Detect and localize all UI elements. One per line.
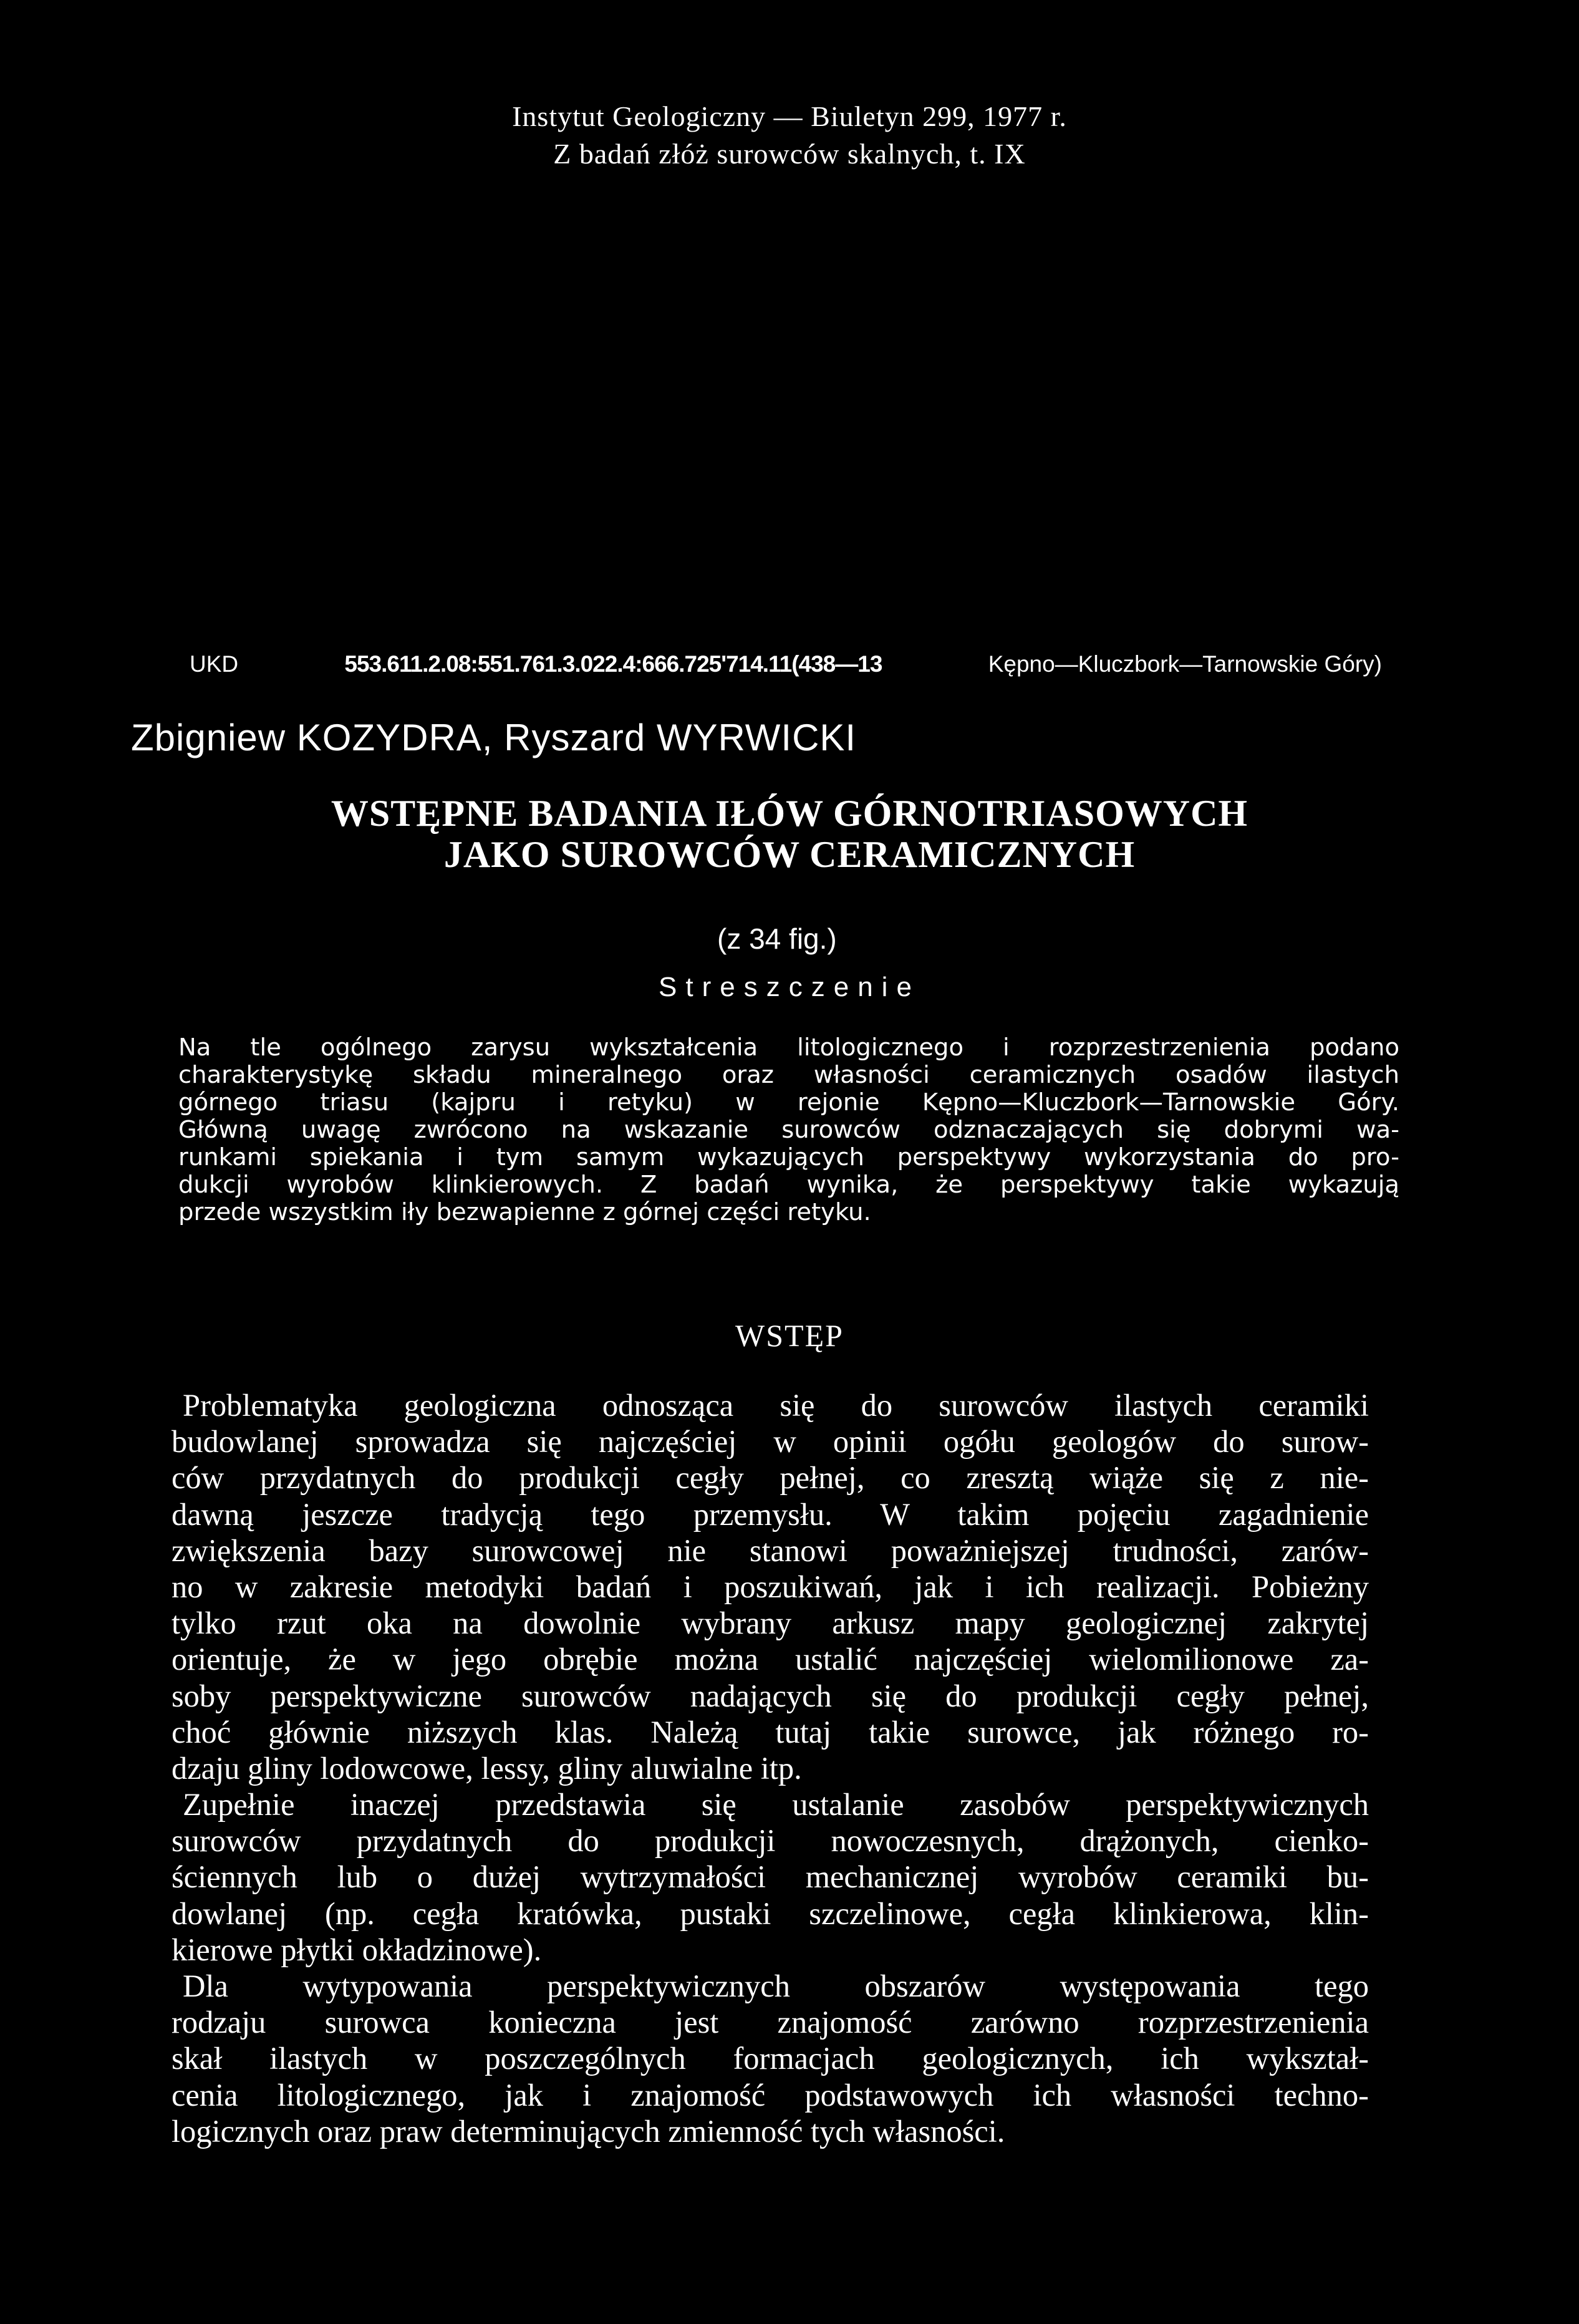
body-line: rodzaju surowca konieczna jest znajomość zarówno rozprzestrzenienia xyxy=(171,2005,1369,2040)
body-line: Zupełnie inaczej przedstawia się ustalanie zasobów perspektywicznych xyxy=(183,1787,1369,1823)
abstract-heading: Streszczenie xyxy=(659,972,920,1002)
udc-classification xyxy=(190,651,1382,677)
body-line: budowlanej sprowadza się najczęściej w opinii ogółu geologów do surow- xyxy=(171,1424,1369,1460)
article-title-line2: JAKO SUROWCÓW CERAMICZNYCH xyxy=(443,834,1136,875)
body-line: choć głównie niższych klas. Należą tutaj takie surowce, jak różnego ro- xyxy=(171,1714,1369,1750)
udc-region: Kępno—Kluczbork—Tarnowskie Góry) xyxy=(988,651,1382,677)
authors: Zbigniew KOZYDRA, Ryszard WYRWICKI xyxy=(131,717,857,758)
body-line: logicznych oraz praw determinujących zmienność tych własności. xyxy=(171,2113,1005,2149)
body-line: dowlanej (np. cegła kratówka, pustaki szczelinowe, cegła klinkierowa, klin- xyxy=(171,1896,1369,1931)
body-line: ściennych lub o dużej wytrzymałości mechanicznej wyrobów ceramiki bu- xyxy=(171,1859,1369,1895)
abstract-line: górnego triasu (kajpru i retyku) w rejonie Kępno—Kluczbork—Tarnowskie Góry. xyxy=(178,1088,1399,1116)
body-line: kierowe płytki okładzinowe). xyxy=(171,1932,542,1967)
body-line: Problematyka geologiczna odnosząca się do surowców ilastych ceramiki xyxy=(183,1388,1369,1423)
udc-label: UKD xyxy=(190,651,239,677)
figures-note: (z 34 fig.) xyxy=(717,922,837,955)
body-line: surowców przydatnych do produkcji nowoczesnych, drążonych, cienko- xyxy=(171,1823,1369,1859)
abstract-line: Na tle ogólnego zarysu wykształcenia litologicznego i rozprzestrzenienia podano xyxy=(178,1034,1399,1062)
journal-header-line1: Instytut Geologiczny — Biuletyn 299, 1977 r. xyxy=(512,100,1067,132)
body-line: soby perspektywiczne surowców nadających się do produkcji cegły pełnej, xyxy=(171,1678,1369,1713)
body-line: skał ilastych w poszczególnych formacjach geologicznych, ich wykształ- xyxy=(171,2041,1369,2076)
abstract-line: przede wszystkim iły bezwapienne z górnej części retyku. xyxy=(178,1198,871,1226)
abstract-line: runkami spiekania i tym samym wykazujących perspektywy wykorzystania do pro- xyxy=(178,1143,1399,1171)
body-text xyxy=(171,1387,1369,2149)
udc-code: 553.611.2.08:551.761.3.022.4:666.725'714.11(438—13 xyxy=(344,651,882,677)
body-line: cenia litologicznego, jak i znajomość podstawowych ich własności techno- xyxy=(171,2077,1369,2113)
body-line: Dla wytypowania perspektywicznych obszarów występowania tego xyxy=(183,1968,1369,2003)
body-line: dzaju gliny lodowcowe, lessy, gliny aluwialne itp. xyxy=(171,1750,802,1786)
abstract-line: Główną uwagę zwrócono na wskazanie surowców odznaczających się dobrymi wa- xyxy=(178,1116,1399,1144)
abstract-line: dukcji wyrobów klinkierowych. Z badań wynika, że perspektywy takie wykazują xyxy=(178,1171,1399,1199)
article-title-line1: WSTĘPNE BADANIA IŁÓW GÓRNOTRIASOWYCH xyxy=(331,793,1248,834)
body-line: zwiększenia bazy surowcowej nie stanowi poważniejszej trudności, zarów- xyxy=(171,1532,1369,1568)
abstract-text xyxy=(178,1034,1399,1226)
body-line: orientuje, że w jego obrębie można ustalić najczęściej wielomilionowe za- xyxy=(171,1642,1369,1677)
body-line: ców przydatnych do produkcji cegły pełnej, co zresztą wiąże się z nie- xyxy=(171,1460,1369,1496)
section-heading: WSTĘP xyxy=(735,1318,844,1353)
body-line: dawną jeszcze tradycją tego przemysłu. W takim pojęciu zagadnienie xyxy=(171,1496,1369,1532)
body-line: tylko rzut oka na dowolnie wybrany arkusz mapy geologicznej zakrytej xyxy=(171,1605,1369,1641)
journal-header-line2: Z badań złóż surowców skalnych, t. IX xyxy=(553,138,1026,170)
abstract-line: charakterystykę składu mineralnego oraz własności ceramicznych osadów ilastych xyxy=(178,1061,1399,1089)
body-line: no w zakresie metodyki badań i poszukiwań, jak i ich realizacji. Pobieżny xyxy=(171,1569,1369,1604)
